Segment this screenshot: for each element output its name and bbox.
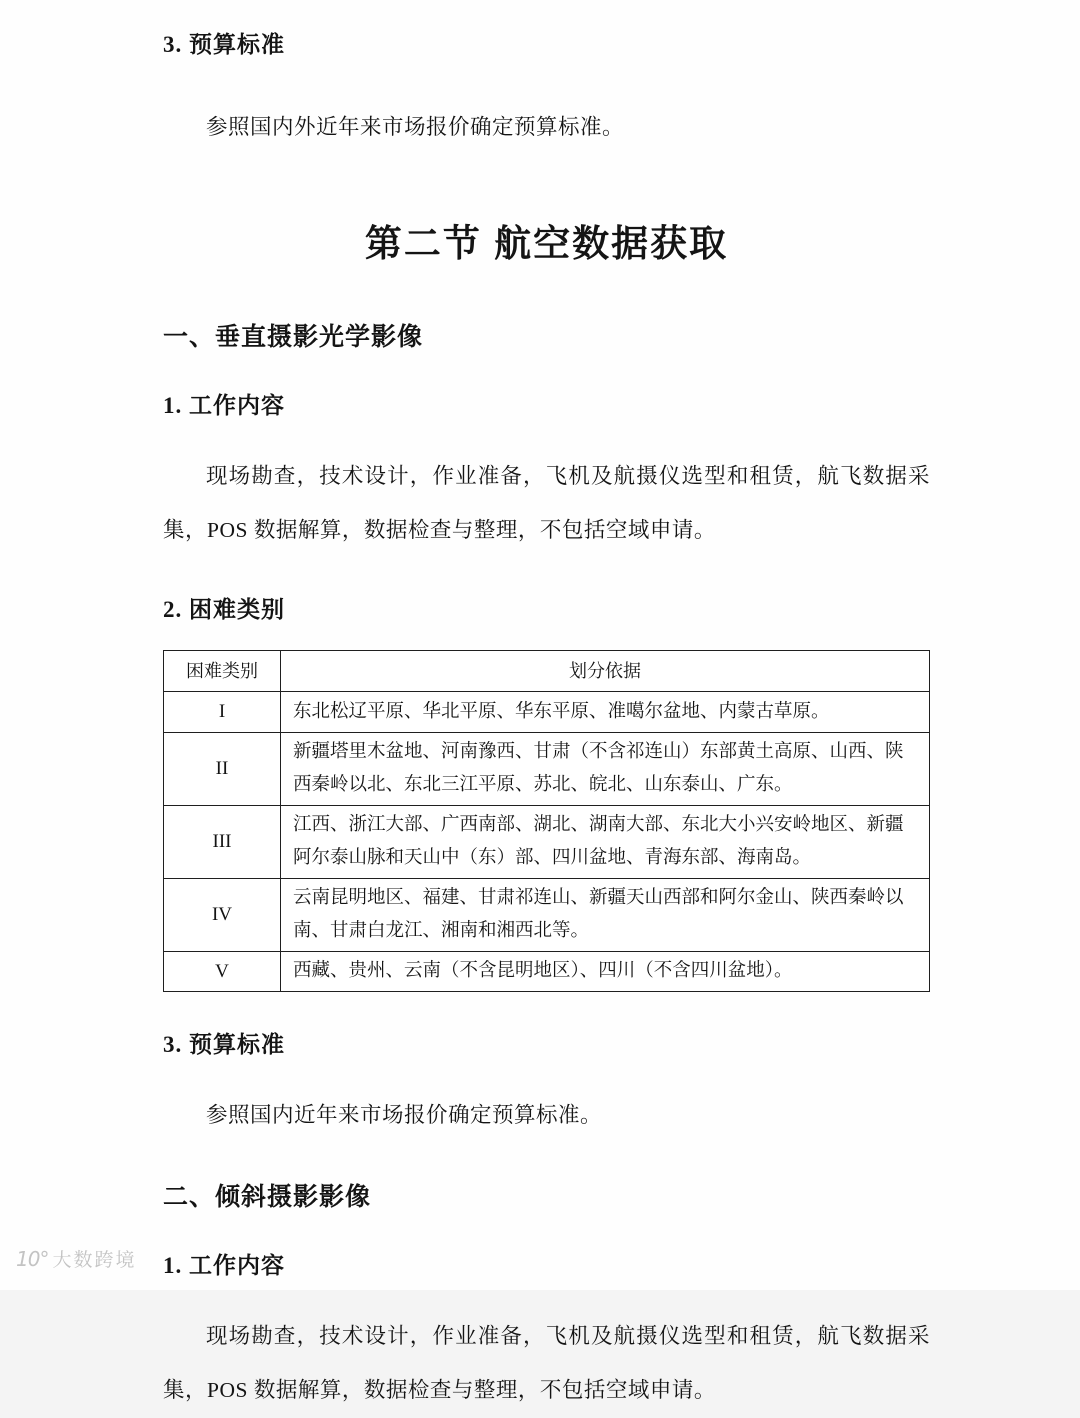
heading-oblique-imagery: 二、倾斜摄影影像 <box>163 1183 372 1212</box>
cell-category: IV <box>164 878 281 951</box>
heading-difficulty-category: 2. 困难类别 <box>163 597 285 623</box>
cell-basis: 新疆塔里木盆地、河南豫西、甘肃（不含祁连山）东部黄土高原、山西、陕西秦岭以北、东北三江平原、苏北、皖北、山东泰山、广东。 <box>281 733 930 806</box>
difficulty-table <box>163 650 930 992</box>
table-header-row <box>164 651 930 692</box>
cell-category: II <box>164 733 281 806</box>
heading-budget-standard-top: 3. 预算标准 <box>163 32 285 57</box>
cell-basis: 江西、浙江大部、广西南部、湖北、湖南大部、东北大小兴安岭地区、新疆阿尔泰山脉和天山中（东）部、四川盆地、青海东部、海南岛。 <box>281 805 930 878</box>
cell-category: V <box>164 951 281 992</box>
cell-basis: 云南昆明地区、福建、甘肃祁连山、新疆天山西部和阿尔金山、陕西秦岭以南、甘肃白龙江、湘南和湘西北等。 <box>281 878 930 951</box>
paragraph-budget-2: 参照国内近年来市场报价确定预算标准。 <box>206 1103 603 1128</box>
table-row <box>164 692 930 733</box>
table-row <box>164 733 930 806</box>
column-header-category: 困难类别 <box>164 651 281 692</box>
table-row <box>164 805 930 878</box>
watermark-label: 大数跨境 <box>52 1250 137 1271</box>
heading-vertical-imagery: 一、垂直摄影光学影像 <box>163 322 424 351</box>
cell-basis: 西藏、贵州、云南（不含昆明地区）、四川（不含四川盆地）。 <box>281 951 930 992</box>
paragraph-work-content-1: 现场勘查，技术设计，作业准备，飞机及航摄仪选型和租赁，航飞数据采集，POS 数据解算，数据检查与整理，不包括空域申请。 <box>163 463 930 542</box>
paragraph-work-content-2: 现场勘查，技术设计，作业准备，飞机及航摄仪选型和租赁，航飞数据采集，POS 数据解算，数据检查与整理，不包括空域申请。 <box>163 1324 930 1402</box>
cell-category: III <box>164 805 281 878</box>
table-row <box>164 951 930 992</box>
table-row <box>164 878 930 951</box>
cell-category: I <box>164 692 281 733</box>
heading-work-content-2: 1. 工作内容 <box>163 1253 285 1279</box>
heading-budget-standard-2: 3. 预算标准 <box>163 1032 285 1058</box>
watermark <box>16 1245 136 1272</box>
column-header-basis: 划分依据 <box>281 651 930 692</box>
paragraph-budget-top: 参照国内外近年来市场报价确定预算标准。 <box>206 115 625 139</box>
watermark-logo-icon: 10° <box>16 1246 49 1271</box>
section-title: 第二节 航空数据获取 <box>364 222 729 264</box>
cell-basis: 东北松辽平原、华北平原、华东平原、准噶尔盆地、内蒙古草原。 <box>281 692 930 733</box>
heading-work-content-1: 1. 工作内容 <box>163 392 285 418</box>
